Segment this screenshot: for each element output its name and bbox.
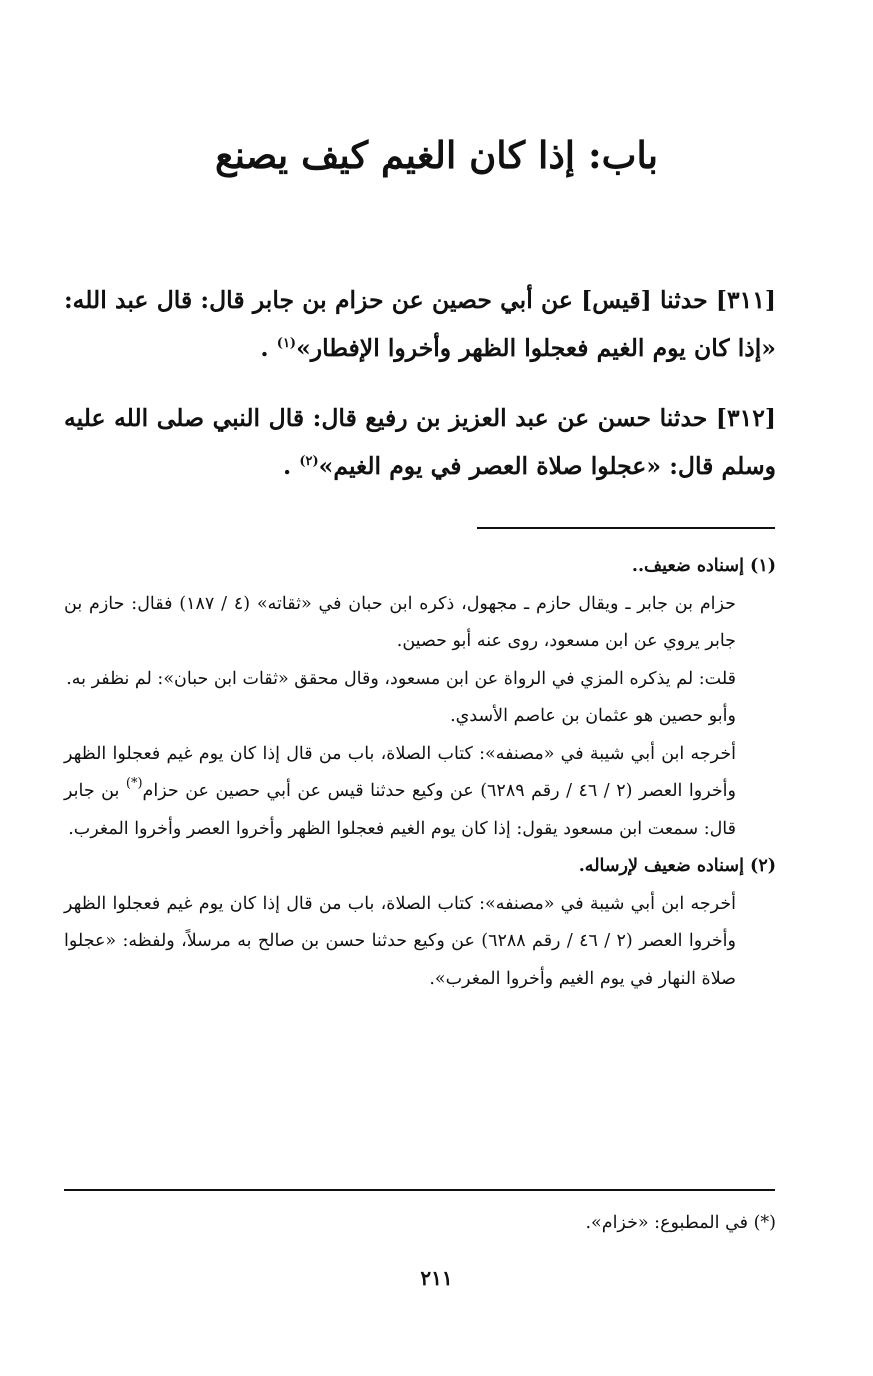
footnote-1-paragraph: وأبو حصين هو عثمان بن عاصم الأسدي. [450,706,736,726]
page-number: ٢١١ [420,1266,453,1290]
footnote-2-heading: (٢) إسناده ضعيف لإرساله. [578,856,776,876]
footnote-2-paragraph: أخرجه ابن أبي شيبة في «مصنفه»: كتاب الصلاة، باب من قال إذا كان يوم غيم فعجلوا الظهر وأخروا العصر (٢ / ٤٦ / رقم ٦٢٨٨) عن وكيع حدثنا حسن بن صالح به مرسلاً، ولفظه: «عجلوا صلاة النهار في يوم الغيم وأخروا المغرب». [64,893,736,989]
footnotes [64,548,776,998]
erratum-divider [64,1189,775,1191]
chapter-title: باب: إذا كان الغيم كيف يصنع [214,133,659,177]
hadith-end: . [260,334,277,362]
footnote-text: بن جابر قال: سمعت ابن مسعود يقول: إذا كان يوم الغيم فعجلوا الظهر وأخروا العصر وأخروا المغرب. [64,781,736,839]
footnote-1-heading: (١) إسناده ضعيف.. [631,556,776,576]
hadith-chain: حدثنا [قيس] عن أبي حصين عن حزام بن جابر قال: قال عبد الله: [64,286,716,314]
hadith-end: . [282,452,300,480]
footnote-1-paragraph: قلت: لم يذكره المزي في الرواة عن ابن مسعود، وقال محقق «ثقات ابن حبان»: لم نظفر به. [66,668,736,689]
hadith-matn: «عجلوا صلاة العصر في يوم الغيم» [318,452,662,480]
footnote-ref[interactable]: (١) [276,336,297,351]
erratum-note: (*) في المطبوع: «خزام». [585,1213,776,1233]
footnote-divider [477,527,775,529]
hadith-chain: حدثنا حسن عن عبد العزيز بن رفيع قال: قال النبي صلى الله عليه وسلم قال: [64,404,776,480]
footnote-text: أخرجه ابن أبي شيبة في «مصنفه»: كتاب الصلاة، باب من قال إذا كان يوم غيم فعجلوا الظهر وأخروا العصر (٢ / ٤٦ / رقم ٦٢٨٩) عن وكيع حدثنا قيس عن أبي حصين عن حزام [64,743,736,801]
hadith-number: [٣١١] [715,286,776,314]
footnote-1-paragraph: حزام بن جابر ـ ويقال حازم ـ مجهول، ذكره ابن حبان في «ثقاته» (٤ / ١٨٧) فقال: حازم بن جابر يروي عن ابن مسعود، روى عنه أبو حصين. [64,593,736,651]
footnote-1-paragraph [64,736,776,849]
hadith-312 [64,394,776,490]
footnote-ref[interactable]: (٢) [299,454,319,469]
hadith-number: [٣١٢] [715,404,776,432]
erratum-ref[interactable]: (*) [125,776,143,791]
hadith-311 [64,276,776,372]
hadith-matn: «إذا كان يوم الغيم فعجلوا الظهر وأخروا الإفطار» [296,334,776,362]
